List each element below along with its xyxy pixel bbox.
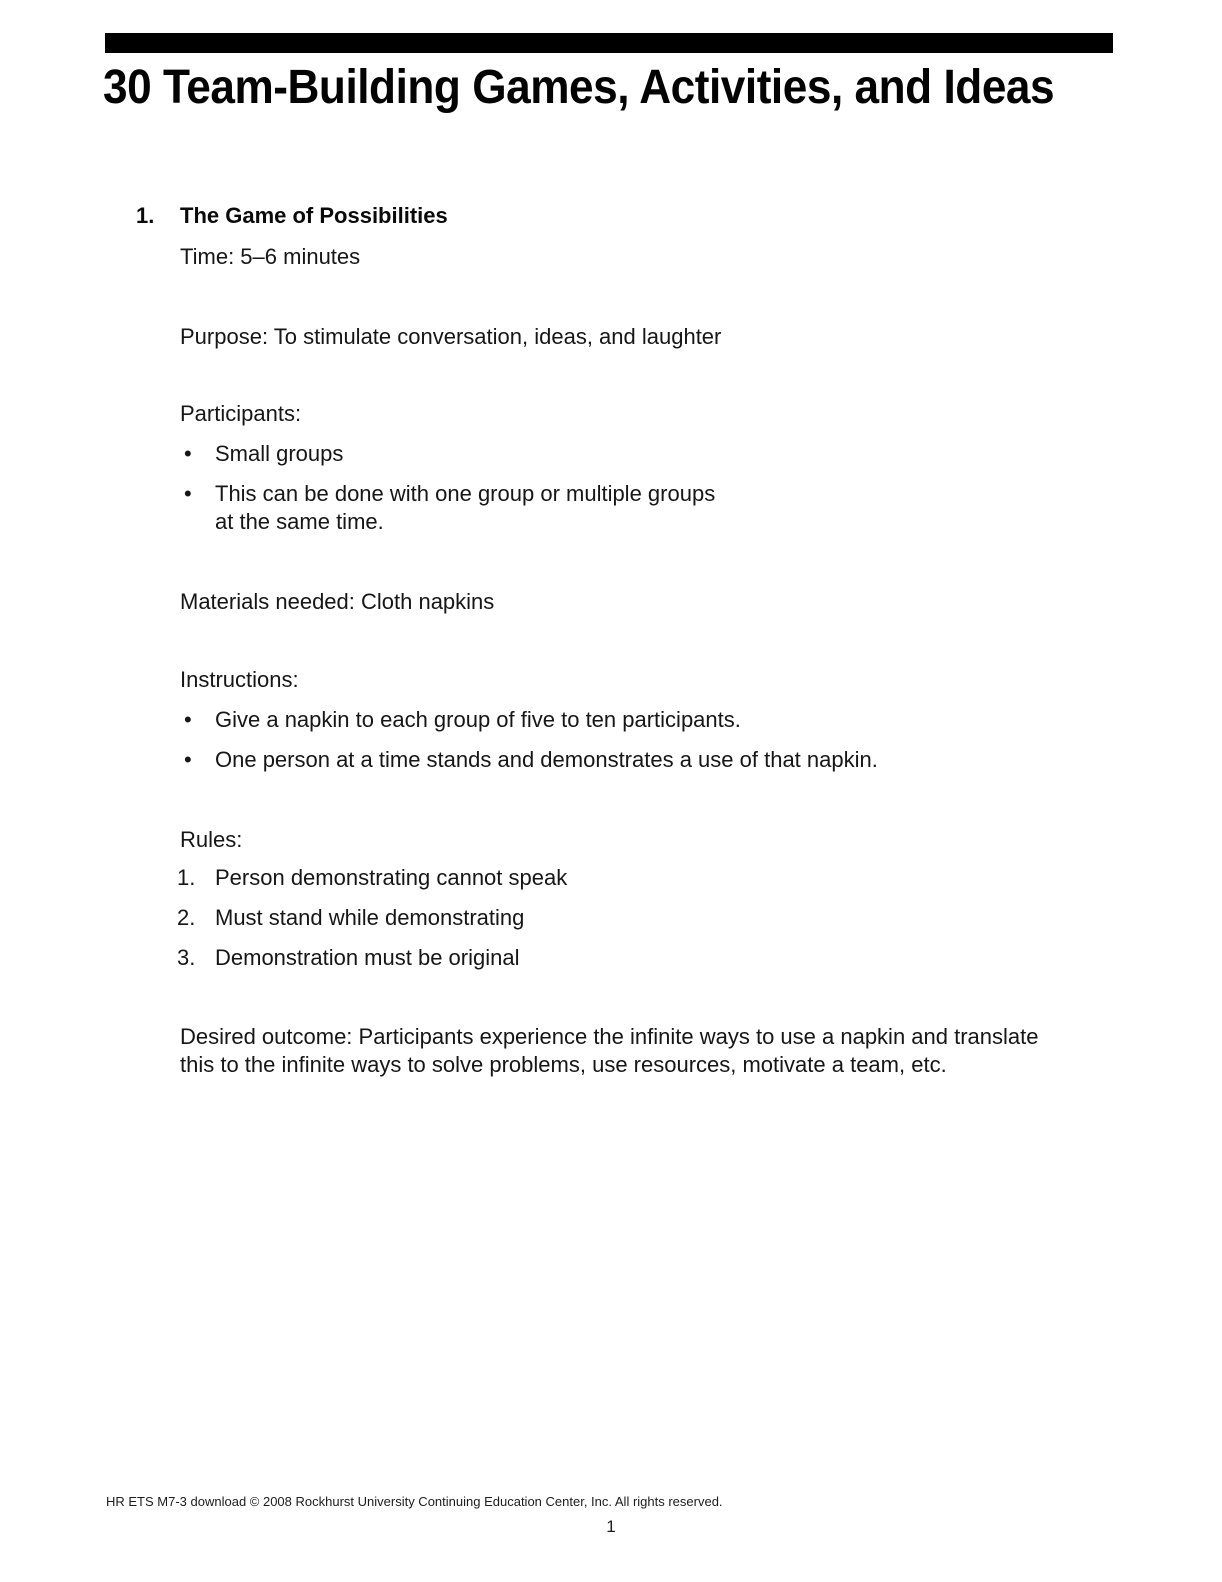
list-item [0, 440, 1222, 468]
rules-label: Rules: [180, 827, 243, 852]
bullet-icon: • [184, 481, 192, 506]
bullet-icon: • [184, 441, 192, 466]
rule-text: Demonstration must be original [215, 945, 520, 970]
bullet-icon: • [184, 707, 192, 732]
list-item [0, 480, 1222, 536]
page-title: 30 Team-Building Games, Activities, and Ideas [103, 61, 1055, 114]
participants-list [0, 440, 1222, 536]
rule-text: Must stand while demonstrating [215, 905, 525, 930]
page-number: 1 [606, 1517, 616, 1536]
instruction-bullet-text: Give a napkin to each group of five to ten participants. [215, 707, 741, 732]
rules-list [0, 864, 1222, 972]
activity-section [0, 202, 1222, 1079]
activity-number: 1. [136, 203, 155, 228]
list-item [0, 746, 1222, 774]
instructions-label: Instructions: [180, 667, 299, 692]
footer-copyright: HR ETS M7-3 download © 2008 Rockhurst University Continuing Education Center, Inc. All rights reserved. [106, 1494, 723, 1509]
purpose-line: Purpose: To stimulate conversation, ideas, and laughter [180, 324, 722, 349]
rule-number: 3. [177, 945, 196, 970]
list-item [0, 864, 1222, 892]
list-item [0, 904, 1222, 932]
desired-outcome-line [0, 1023, 1222, 1079]
rule-number: 2. [177, 905, 196, 930]
bullet-icon: • [184, 747, 192, 772]
time-line: Time: 5–6 minutes [180, 244, 361, 269]
desired-outcome-text: Desired outcome: Participants experience the infinite ways to use a napkin and translate this to the infinite ways to solve problems, use resources, motivate a team, etc. [180, 1024, 1039, 1077]
list-item [0, 706, 1222, 734]
instruction-bullet-text: One person at a time stands and demonstrates a use of that napkin. [215, 747, 878, 772]
participants-label: Participants: [180, 401, 302, 426]
activity-name: The Game of Possibilities [180, 203, 448, 228]
rule-number: 1. [177, 865, 196, 890]
materials-line: Materials needed: Cloth napkins [180, 589, 495, 614]
rule-text: Person demonstrating cannot speak [215, 865, 568, 890]
instructions-list [0, 706, 1222, 774]
participant-bullet-text: Small groups [215, 441, 344, 466]
title-divider-bar [105, 33, 1113, 53]
list-item [0, 944, 1222, 972]
activity-heading [0, 202, 1222, 230]
participant-bullet-text: This can be done with one group or multiple groups at the same time. [215, 481, 716, 534]
